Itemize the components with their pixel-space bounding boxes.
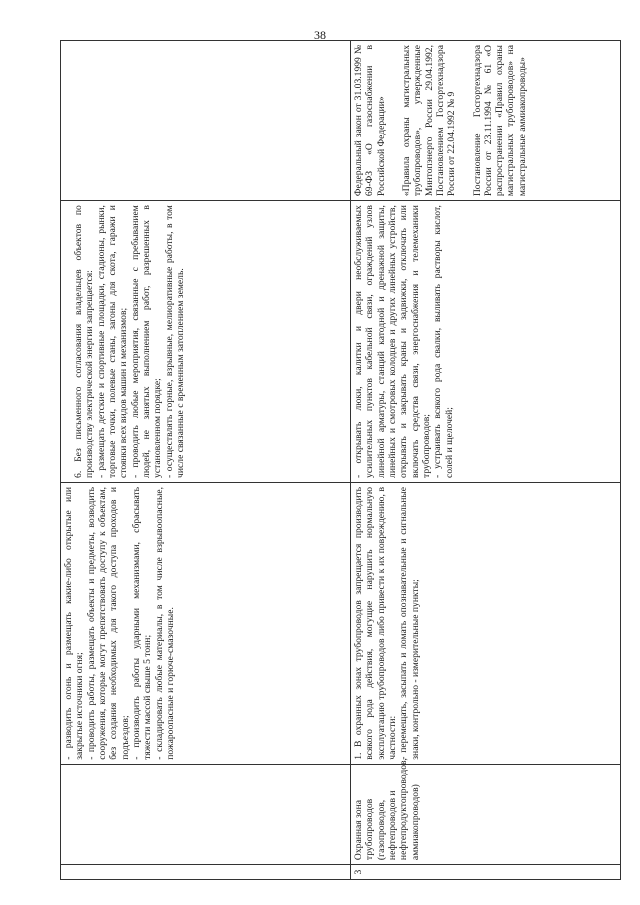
restriction-item: - проводить любые мероприятия, связанные с пребыванием людей, не занятых выполнением работ, разрешенных в установленном порядке;: [129, 205, 164, 478]
zone-line: аммиакопроводов): [409, 784, 421, 861]
zone-line: Охранная зона: [353, 800, 364, 861]
restriction-item: - разводить огонь и размещать какие-либо открытые или закрытые источники огня;: [63, 486, 86, 760]
law-reference: Постановление Госгортехнадзора России от 23.11.1994 № 61 «О распространении «Правил охраны магистральных трубопроводов» на магистральные аммиакопроводы»: [471, 45, 528, 197]
legal-basis-cell: [351, 41, 621, 201]
restriction-item: - размещать детские и спортивные площадки, стадионы, рынки, торговые точки, полевые станы, загоны для скота, гаражи и стоянки всех видов машин и механизмов;: [95, 205, 130, 478]
restrictions-cell-right: [61, 201, 351, 483]
restrictions-cell-left: [351, 482, 621, 764]
zone-line: трубопроводов: [364, 798, 376, 861]
zone-line: (газопроводов,: [375, 799, 387, 861]
restriction-item: 1. В охранных зонах трубопроводов запрещается производить всякого рода действия, могущие нарушить нормальную эксплуатацию трубопроводов либо привести к их повреждению, в частности:: [353, 486, 398, 760]
restriction-item: 6. Без письменного согласования владельцев объектов по производству электрической энергии запрещается:: [73, 205, 96, 478]
page-number: 38: [314, 28, 326, 42]
zone-line: нефтепродуктопроводов,: [398, 758, 410, 861]
legal-basis-cell: [61, 41, 351, 201]
restriction-item: - открывать люки, калитки и двери необслуживаемых усилительных пунктов кабельной связи, ограждений узлов линейной арматуры, станций катодной и дренажной защиты, линейных и смотровых колодцев и других линейных устройств, открывать и закрывать краны и задвижки, отключать или включать средства связи, энергоснабжения и телемеханики трубопроводов;: [353, 205, 432, 478]
zone-cell: [351, 758, 621, 864]
restrictions-cell-right: [351, 201, 621, 483]
restrictions-cell-left: [61, 482, 351, 764]
law-reference: Федеральный закон от 31.03.1999 № 69-ФЗ «О газоснабжении в Российской Федерации»: [353, 45, 387, 197]
table-row: [61, 41, 351, 880]
rotated-table-wrapper: [60, 40, 620, 880]
restriction-item: - проводить работы, размещать объекты и предметы, возводить сооружения, которые могут препятствовать доступу к объектам, без создания необходимых для такого доступа проходов и подъездов;: [85, 486, 131, 760]
restriction-item: - складировать любые материалы, в том числе взрывоопасные, пожароопасные и горюче-смазочные.: [153, 486, 176, 760]
restriction-item: - перемещать, засыпать и ломать опознавательные и сигнальные знаки, контрольно - измерительные пункты;: [398, 486, 421, 760]
row-number-cell: [61, 865, 351, 880]
protection-zones-table: [60, 40, 621, 880]
row-number-cell: 3: [351, 865, 621, 880]
zone-cell: [61, 764, 351, 864]
law-reference: «Правила охраны магистральных трубопроводов», утвержденные Минтопэнерго России 29.04.1992, Постановлением Госгортехнадзора России от 22.04.1992 № 9: [400, 45, 458, 197]
restriction-item: - устраивать всякого рода свалки, выливать растворы кислот, солей и щелочей;: [432, 205, 455, 478]
zone-line: нефтепроводов и: [386, 790, 398, 861]
table-row: [351, 41, 621, 880]
restriction-item: - производить работы ударными механизмами, сбрасывать тяжести массой свыше 5 тонн;: [130, 486, 154, 760]
restriction-item: - осуществлять горные, взрывные, мелиоративные работы, в том числе связанные с временным затоплением земель.: [163, 205, 186, 478]
